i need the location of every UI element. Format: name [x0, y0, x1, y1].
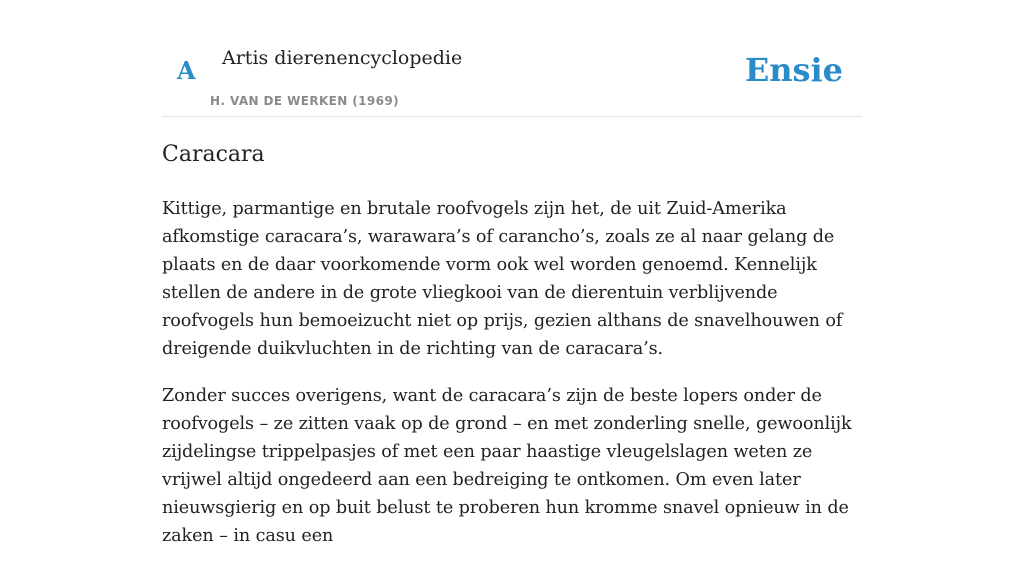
entry-paragraph-2: Zonder succes overigens, want de caracara’s zijn de beste lopers onder de roofvogels – ze zitten vaak op de grond – en met zonderling snelle, gewoonlijk zijdelingse trippelpasjes of met een paar haastige vleugelslagen weten ze vrijwel altijd ongedeerd aan een bedreiging te ontkomen. Om even later nieuwsgierig en op buit belust te proberen hun kromme snavel opnieuw in de zaken – in casu een	[162, 386, 852, 546]
entry-paragraph-1: Kittige, parmantige en brutale roofvogels zijn het, de uit Zuid-Amerika afkomstige caracara’s, warawara’s of carancho’s, zoals ze al naar gelang de plaats en de daar voorkomende vorm ook wel worden genoemd. Kennelijk stellen de andere in de grote vliegkooi van de dierentuin verblijvende roofvogels hun bemoeizucht niet op prijs, gezien althans de snavelhouwen of dreigende duikvluchten in de richting van de caracara’s.	[162, 199, 843, 359]
ensie-logo-link[interactable]: Ensie	[744, 51, 843, 89]
page-header	[162, 0, 862, 117]
letter-index-icon[interactable]: A	[177, 56, 196, 85]
entry-title: Caracara	[162, 142, 265, 167]
book-author: H. VAN DE WERKEN (1969)	[210, 94, 400, 108]
entry-content	[162, 137, 862, 569]
book-title-link[interactable]: Artis dierenencyclopedie	[222, 47, 463, 69]
